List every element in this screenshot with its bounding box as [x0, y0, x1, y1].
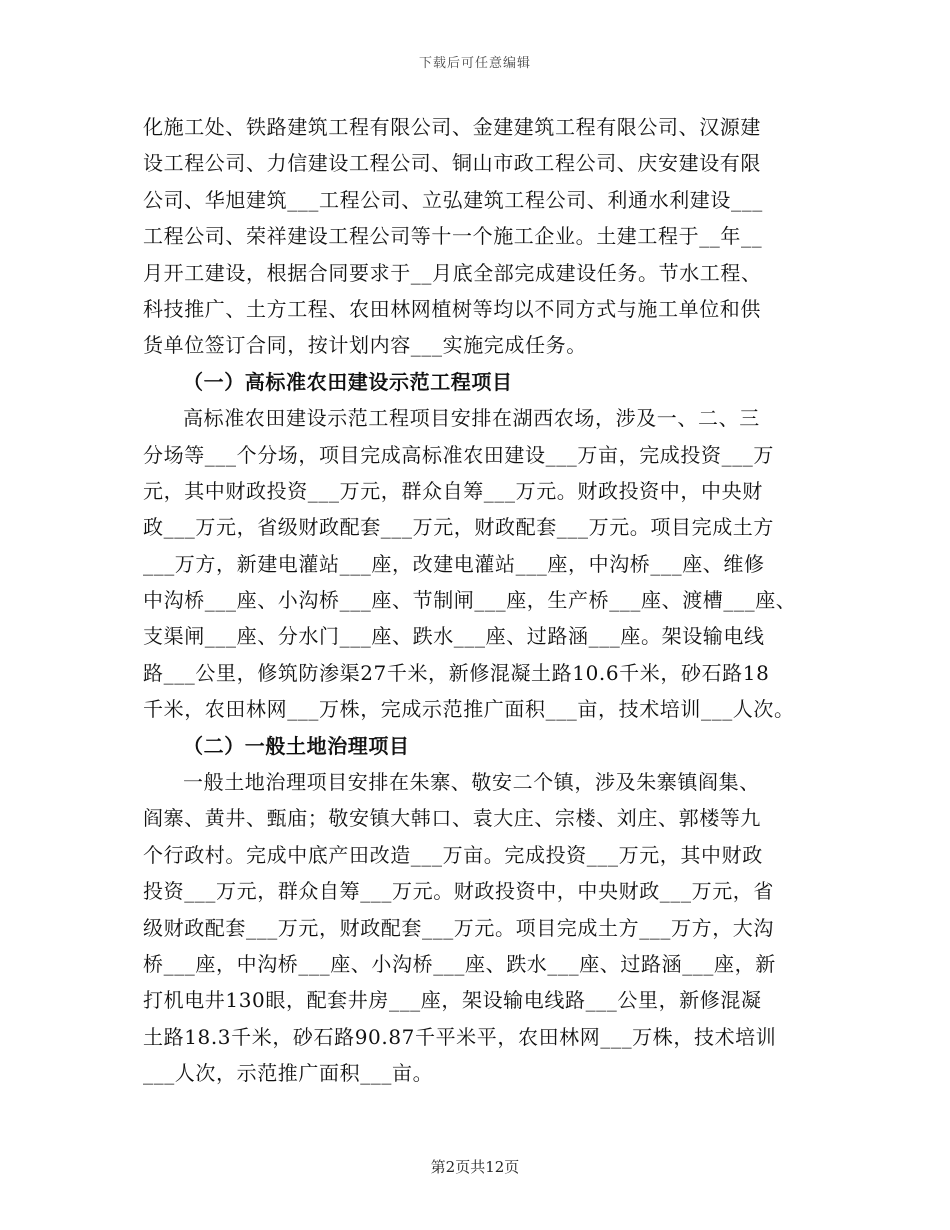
body-line: 级财政配套___万元，财政配套___万元。项目完成土方___万方，大沟: [143, 915, 774, 940]
body-line: 工程公司、荣祥建设工程公司等十一个施工企业。土建工程于__年__: [143, 224, 763, 249]
body-line: 分场等___个分场，项目完成高标准农田建设___万亩，完成投资___万: [143, 442, 774, 467]
body-line: 科技推广、土方工程、农田林网植树等均以不同方式与施工单位和供: [143, 296, 761, 321]
body-line: 土路18.3千米，砂石路90.87千平米平，农田林网___万株，技术培训: [143, 1024, 777, 1049]
body-line: 支渠闸___座、分水门___座、跌水___座、过路涵___座。架设输电线: [143, 624, 765, 649]
document-body: [143, 109, 823, 1092]
body-line: 设工程公司、力信建设工程公司、铜山市政工程公司、庆安建设有限: [143, 151, 761, 176]
body-line: 打机电井130眼，配套井房___座，架设输电线路___公里，新修混凝: [143, 988, 762, 1013]
section-heading-2: （二）一般土地治理项目: [183, 733, 410, 758]
body-line: 化施工处、铁路建筑工程有限公司、金建建筑工程有限公司、汉源建: [143, 115, 761, 139]
page-header-note: 下载后可任意编辑: [418, 56, 531, 71]
section-heading-1: （一）高标准农田建设示范工程项目: [183, 369, 513, 394]
body-line: 阎寨、黄井、甄庙；敬安镇大韩口、袁大庄、宗楼、刘庄、郭楼等九: [143, 806, 761, 831]
body-line: 月开工建设，根据合同要求于__月底全部完成建设任务。节水工程、: [143, 260, 762, 285]
body-line: ___万方，新建电灌站___座，改建电灌站___座，中沟桥___座、维修: [143, 551, 765, 576]
body-line: 投资___万元，群众自筹___万元。财政投资中，中央财政___万元，省: [143, 879, 774, 904]
body-line: 货单位签订合同，按计划内容___实施完成任务。: [143, 333, 587, 358]
body-line: 桥___座，中沟桥___座、小沟桥___座、跌水___座、过路涵___座，新: [143, 951, 776, 976]
body-line: ___人次，示范推广面积___亩。: [143, 1061, 434, 1086]
body-line: 高标准农田建设示范工程项目安排在湖西农场，涉及一、二、三: [183, 406, 760, 431]
body-line: 千米，农田林网___万株，完成示范推广面积___亩，技术培训___人次。: [143, 697, 795, 722]
body-line: 路___公里，修筑防渗渠27千米，新修混凝土路10.6千米，砂石路18: [143, 660, 770, 685]
body-line: 公司、华旭建筑___工程公司、立弘建筑工程公司、利通水利建设___: [143, 187, 763, 212]
body-line: 政___万元，省级财政配套___万元，财政配套___万元。项目完成土方: [143, 515, 774, 540]
page-number: 第2页共12页: [430, 1158, 520, 1176]
body-line: 个行政村。完成中底产田改造___万亩。完成投资___万元，其中财政: [143, 842, 763, 867]
body-line: 中沟桥___座、小沟桥___座、节制闸___座，生产桥___座、渡槽___座、: [143, 588, 797, 613]
body-line: 元，其中财政投资___万元，群众自筹___万元。财政投资中，中央财: [143, 478, 763, 503]
body-line: 一般土地治理项目安排在朱寨、敬安二个镇，涉及朱寨镇阎集、: [183, 770, 760, 795]
